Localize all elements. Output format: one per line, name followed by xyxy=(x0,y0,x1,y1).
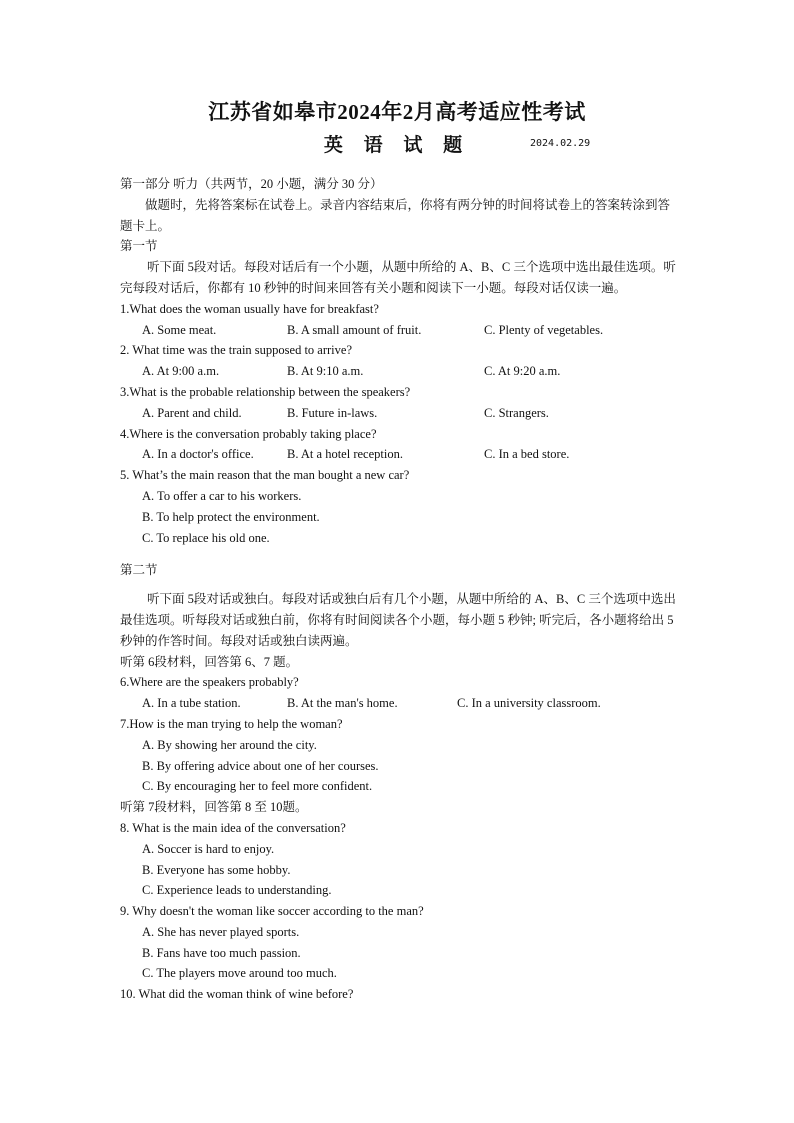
option-c: C. In a university classroom. xyxy=(457,696,601,711)
option-c: C. By encouraging her to feel more confident. xyxy=(142,779,373,794)
option-a: A. Parent and child. xyxy=(142,405,242,420)
section2-instruction: 听下面 5段对话或独白。每段对话或独白后有几个小题，从题中所给的 A、B、C 三个选项中选出最佳选项。听每段对话或独白前，你将有时间阅读各个小题，每小题 5 秒钟; 听完后，各小题将给出 5秒钟的作答时间。每段对话或独白读两遍。 xyxy=(120,592,676,648)
option-c: C. Strangers. xyxy=(484,405,549,420)
section1-instruction: 听下面 5段对话。每段对话后有一个小题，从题中所给的 A、B、C 三个选项中选出最佳选项。听完每段对话后，你都有 10 秒钟的时间来回答有关小题和阅读下一小题。每段对话仅读一遍。 xyxy=(120,260,676,295)
question-8: 8. What is the main idea of the conversation? xyxy=(120,820,346,835)
option-c: C. At 9:20 a.m. xyxy=(484,364,561,379)
question-1-options xyxy=(120,320,680,341)
question-6-options xyxy=(120,693,680,714)
option-b: B. Fans have too much passion. xyxy=(142,945,301,960)
option-c: C. Plenty of vegetables. xyxy=(484,322,604,337)
part1-instruction: 做题时，先将答案标在试卷上。录音内容结束后，你将有两分钟的时间将试卷上的答案转涂到答题卡上。 xyxy=(120,197,671,233)
option-b: B. At 9:10 a.m. xyxy=(287,364,364,379)
option-a: A. Some meat. xyxy=(142,322,217,337)
option-a: A. To offer a car to his workers. xyxy=(142,488,302,503)
question-10: 10. What did the woman think of wine before? xyxy=(120,987,354,1002)
section2-heading: 第二节 xyxy=(120,563,158,578)
option-b: B. To help protect the environment. xyxy=(142,509,320,524)
option-b: B. Future in-laws. xyxy=(287,405,378,420)
question-6: 6.Where are the speakers probably? xyxy=(120,675,299,690)
question-2: 2. What time was the train supposed to arrive? xyxy=(120,343,352,358)
option-b: B. At a hotel reception. xyxy=(287,447,403,462)
question-2-options xyxy=(120,361,680,382)
option-a: A. By showing her around the city. xyxy=(142,737,317,752)
option-c: C. In a bed store. xyxy=(484,447,570,462)
exam-body xyxy=(120,174,680,1005)
exam-title: 江苏省如皋市2024年2月高考适应性考试 xyxy=(208,100,586,124)
question-3: 3.What is the probable relationship between the speakers? xyxy=(120,384,411,399)
exam-subtitle: 英 语 试 题 xyxy=(323,135,471,156)
question-4: 4.Where is the conversation probably taking place? xyxy=(120,426,377,441)
part1-heading: 第一部分 听力（共两节，20 小题，满分 30 分） xyxy=(120,177,383,191)
option-a: A. She has never played sports. xyxy=(142,924,300,939)
option-a: A. In a doctor's office. xyxy=(142,447,254,462)
question-3-options xyxy=(120,403,680,424)
spacer xyxy=(120,548,680,560)
option-b: B. By offering advice about one of her courses. xyxy=(142,758,379,773)
option-a: A. At 9:00 a.m. xyxy=(142,364,220,379)
option-c: C. Experience leads to understanding. xyxy=(142,883,332,898)
option-b: B. Everyone has some hobby. xyxy=(142,862,291,877)
material-6-note: 听第 6段材料，回答第 6、7 题。 xyxy=(120,654,299,669)
option-a: A. Soccer is hard to enjoy. xyxy=(142,841,275,856)
option-b: B. A small amount of fruit. xyxy=(287,322,422,337)
section1-heading: 第一节 xyxy=(120,239,158,254)
exam-date: 2024.02.29 xyxy=(530,138,591,149)
option-b: B. At the man's home. xyxy=(287,696,398,711)
spacer xyxy=(120,581,680,589)
question-7: 7.How is the man trying to help the woman? xyxy=(120,716,343,731)
option-c: C. To replace his old one. xyxy=(142,530,270,545)
question-9: 9. Why doesn't the woman like soccer according to the man? xyxy=(120,904,424,919)
question-1: 1.What does the woman usually have for breakfast? xyxy=(120,301,379,316)
option-a: A. In a tube station. xyxy=(142,696,241,711)
material-7-note: 听第 7段材料，回答第 8 至 10题。 xyxy=(120,800,308,815)
question-4-options xyxy=(120,444,680,465)
question-5: 5. What’s the main reason that the man bought a new car? xyxy=(120,468,410,483)
option-c: C. The players move around too much. xyxy=(142,966,337,981)
